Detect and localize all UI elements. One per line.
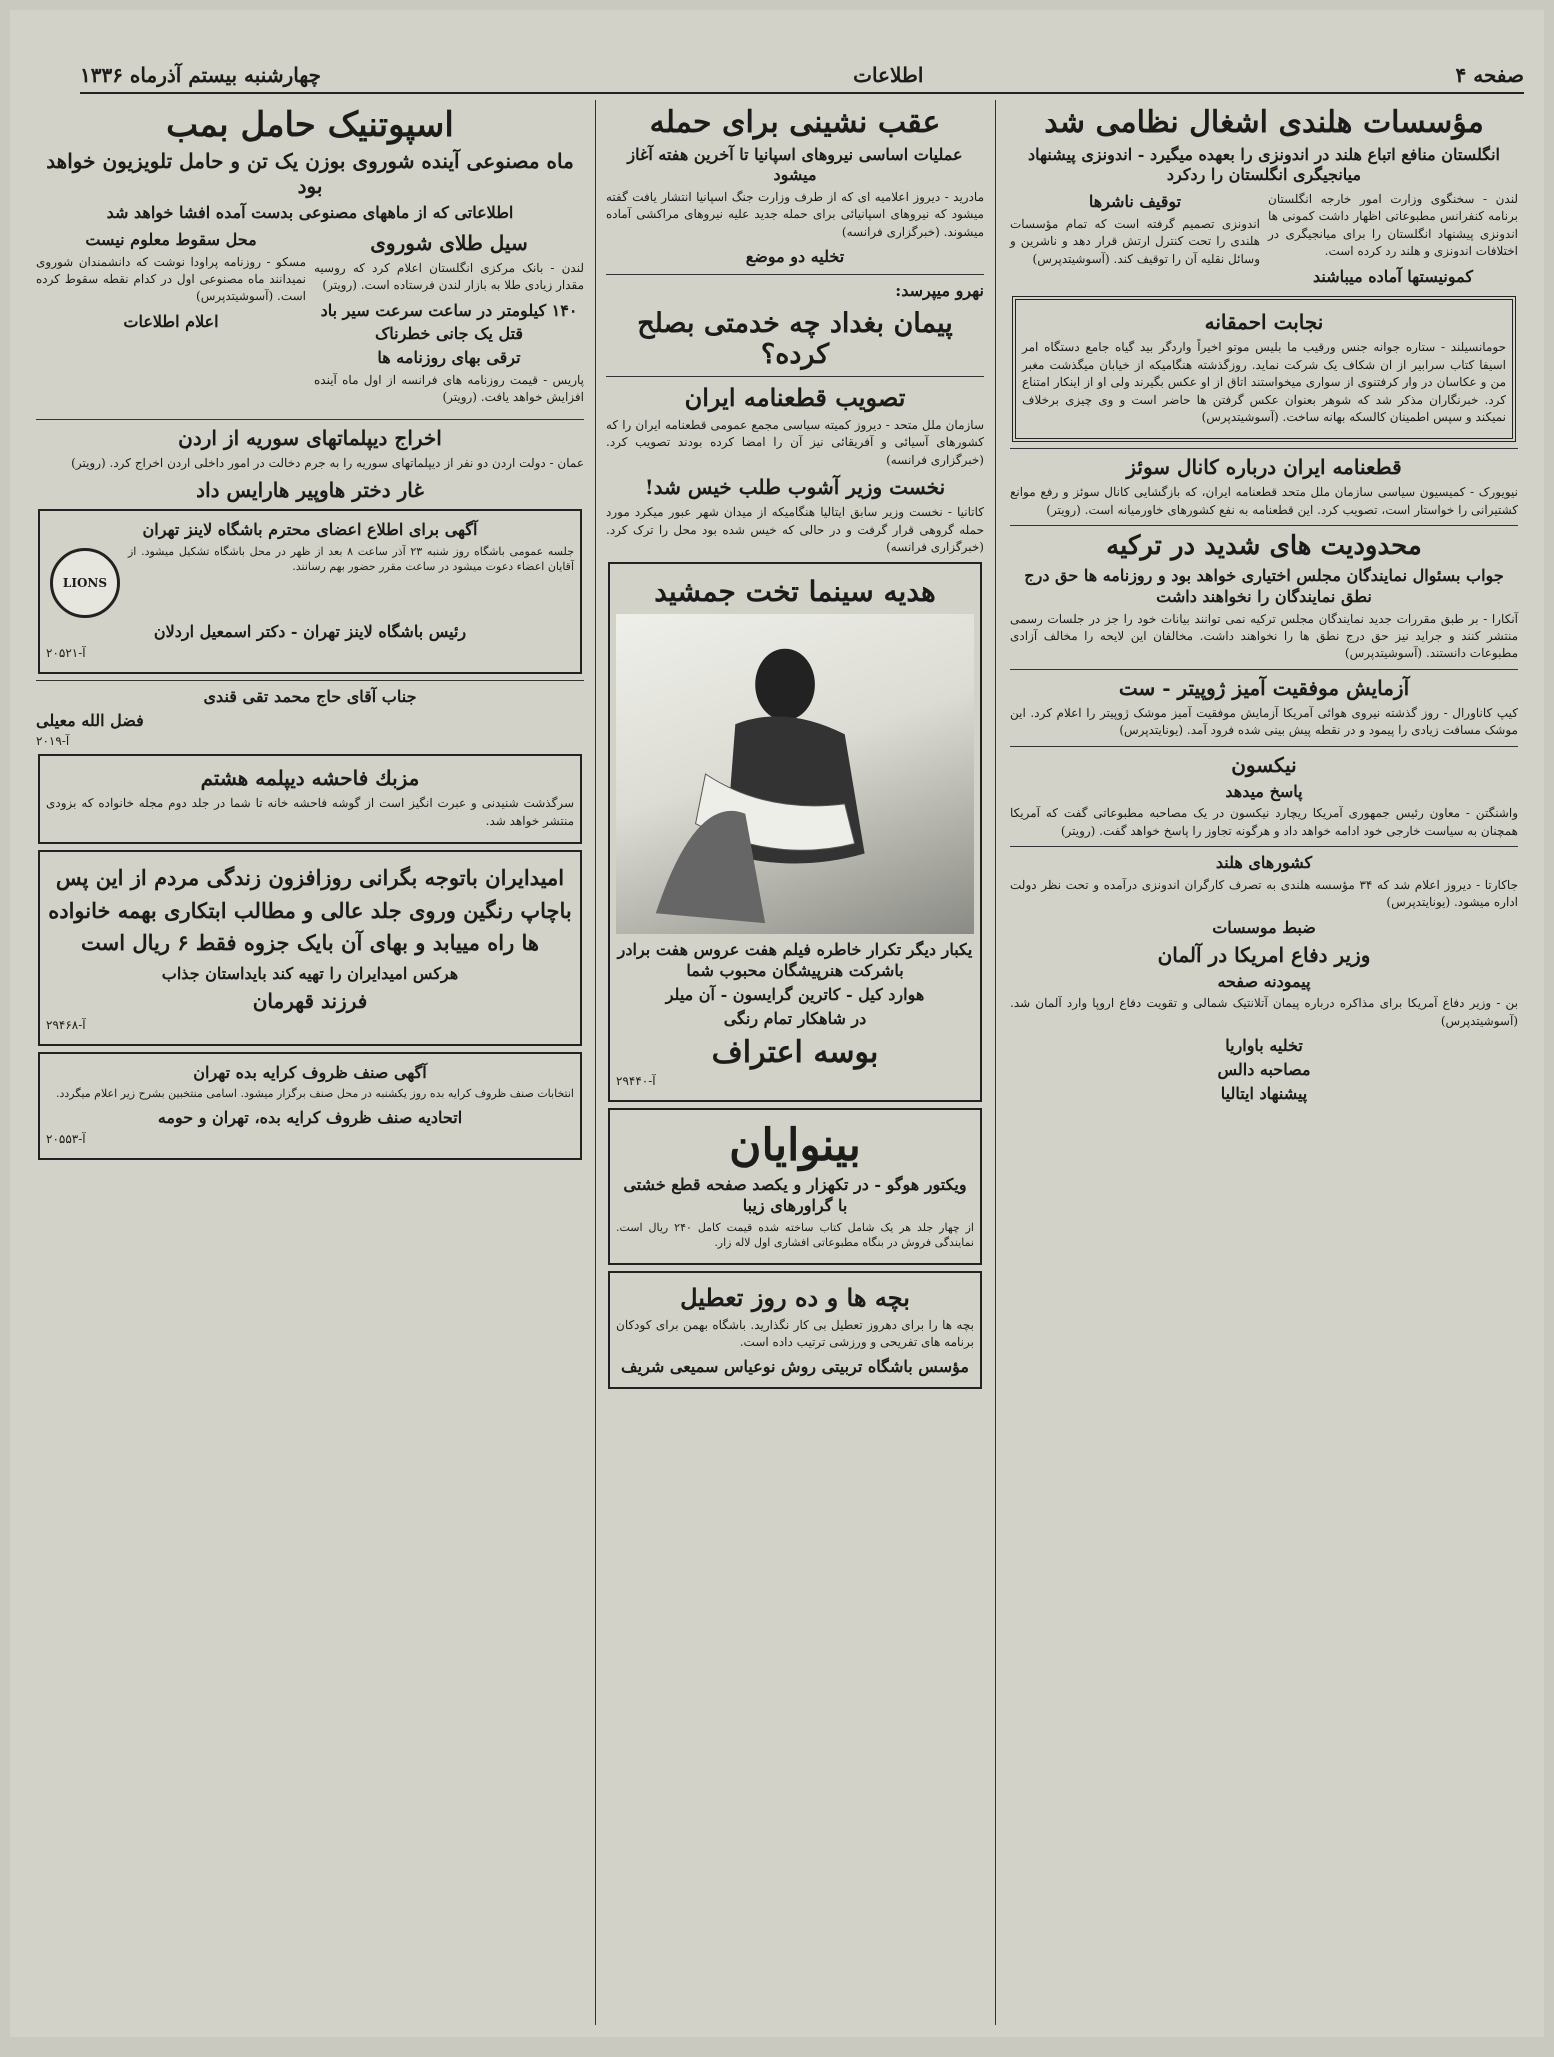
- sub-seizure: ضبط موسسات: [1212, 917, 1316, 937]
- dutch-story: [1010, 189, 1518, 290]
- pm-wet-text: کاتانیا - نخست وزیر سابق ایتالیا هنگامیکه از میدان شهر عبور میکرد مورد حمله گروهی قرار گرفت و در حالی که خیس شده بود محل را ترک کرد. (خبرگزاری فرانسه): [606, 505, 984, 554]
- box-text: حومانسیلند - ستاره جوانه جنس ورقیب ما بلیس موتو اخیراً واردگر بید گیاه جامع دستگاه امر اسیفا کتاب سرابیر از ان شکاف یک شرکت نماید. روزگذشته هنگامیکه از خیابان میگذشت مغبر من و عکاسان در وار کرفتنوی از سواری میخواستند اتاق از او عکس بگیرند ولی او از اینکار امتناع کرد. خبرنگاران مذکر شد که شوهر بعنوان عکس گرفتن ها حاضر است و وی چیزی برخلاف نمیکند و سپس اطمینان کالسکه بهانه ساخت. (آسوشیتدپرس): [1022, 340, 1506, 425]
- omid-iran-promo-c: فرزند قهرمان: [252, 988, 368, 1013]
- sputnik-columns: [36, 227, 584, 413]
- ad-dish-rental-guild: [38, 1052, 582, 1160]
- subheadline-spain: عملیات اساسی نیروهای اسپانیا تا آخرین هفته آغاز میشود: [627, 144, 963, 185]
- guild-title: آگهی صنف ظروف کرایه بده تهران: [193, 1062, 427, 1082]
- spain-sub: تخلیه دو موضع: [745, 247, 845, 267]
- thanks-code: آ-۲۰۱۹: [36, 734, 70, 749]
- iran-resolution-text: سازمان ملل متحد - دیروز کمیته سیاسی مجمع عمومی قطعنامه ایران را که کشورهای آسیائی و آفریقائی نیز آن را امضا کرده بودند تصویب کرد. (خبرگزاری فرانسه): [606, 417, 984, 467]
- omid-iran-code: آ-۲۹۴۶۸: [46, 1017, 86, 1032]
- headline-turkey-restrictions: محدودیت های شدید در ترکیه: [1106, 531, 1422, 562]
- nixon-sub: پاسخ میدهد: [1225, 781, 1303, 801]
- lions-ad-title: آگهی برای اطلاع اعضای محترم باشگاه لاینز تهران: [142, 520, 478, 540]
- sub-dutch-countries: کشورهای هلند: [1215, 853, 1313, 873]
- les-miserables-text: از چهار جلد هر یک شامل کتاب ساخته شده قیمت کامل ۲۴۰ ریال است. نمایندگی فروش در بنگاه مطبوعاتی افشاری اول لاله زار.: [616, 1220, 974, 1250]
- kicker-nehru: نهرو میپرسد:: [895, 281, 984, 301]
- divider: [36, 680, 584, 681]
- headline-sputnik-bomb: اسپوتنیک حامل بمب: [166, 105, 454, 145]
- headline-newspaper-prices: ترقی بهای روزنامه ها: [377, 348, 521, 368]
- newspaper-page: [10, 10, 1544, 2037]
- ad-takht-jamshid: [608, 562, 982, 1102]
- guild-text: انتخابات صنف ظروف کرایه بده روز یکشنبه در محل صنف برگزار میشود. اسامی منتخبین بشرح زیر اعلام میگردد.: [56, 1087, 574, 1101]
- children-club-footer: مؤسس باشگاه تربیتی روش نوعیاس سمیعی شریف: [621, 1357, 969, 1377]
- family-magazine-text: سرگذشت شنیدنی و عبرت انگیز است از گوشه فاحشه خانه تا شما در جلد دوم مجله خانواده که بزودی منتشر خواهد شد.: [46, 796, 574, 828]
- lions-ad-code: آ-۲۰۵۲۱: [46, 645, 86, 660]
- headline-baghdad-pact: پیمان بغداد چه خدمتی بصلح کرده؟: [637, 307, 953, 370]
- ad-family-magazine: [38, 754, 582, 844]
- jupiter-text: کیپ کاناورال - روز گذشته نیروی هوائی آمریکا آزمایش موفقیت آمیز موشک ژوپیتر را اعلام کرد. این موشک مسافت زیادی را پیمود و در نقطه پیش بینی شده فرود آمد. (یونایتدپرس): [1010, 705, 1518, 738]
- omid-iran-promo-b: هرکس امیدایران را تهیه کند بایداستان جذاب: [161, 963, 459, 983]
- dutch-story-text: لندن - سخنگوی وزارت امور خارجه انگلستان برنامه کنفرانس مطبوعاتی اظهار داشت کمونی ها اندونزی پیشنهاد انگلستان را برای میانجیگری در اختلافات اندونزی و هلند رد کرده است.: [1268, 192, 1518, 259]
- subheadline-turkey: جواب بسئوال نمایندگان مجلس اختیاری خواهد بود و روزنامه ها حق درج نطق نمایندگان را نخواهند داشت: [1024, 566, 1504, 606]
- sub-dulles: مصاحبه دالس: [1217, 1059, 1311, 1079]
- lions-ad-signature: رئیس باشگاه لاینز تهران - دکتر اسمعیل اردلان: [153, 622, 467, 642]
- film-still-illustration: [616, 614, 974, 934]
- lions-ad-text: جلسه عمومی باشگاه روز شنبه ۲۳ آذر ساعت ۸ بعد از ظهر در محل باشگاه تشکیل میشود. از آقایان اعضاء دعوت میشود در ساعت مقرر حضور بهم رسانند.: [128, 545, 574, 574]
- headline-jupiter-test: آزمایش موفقیت آمیز ژوپیتر - ست: [1118, 675, 1410, 700]
- defense-sub: پیمودنه صفحه: [1217, 971, 1311, 991]
- divider: [606, 274, 984, 275]
- subheadline-sputnik-2: اطلاعاتی که از ماههای مصنوعی بدست آمده افشا خواهد شد: [106, 203, 514, 223]
- divider: [1010, 525, 1518, 526]
- sub-italy: پیشنهاد ایتالیا: [1220, 1083, 1308, 1103]
- family-magazine-title: مزبك فاحشه دیپلمه هشتم: [200, 766, 420, 791]
- ad-film-tagline: یکبار دیگر تکرار خاطره فیلم هفت عروس هفت برادر باشرکت هنرپیشگان محبوب شما: [617, 940, 973, 981]
- divider: [1010, 669, 1518, 670]
- divider: [1010, 448, 1518, 449]
- headline-pm-wet: نخست وزیر آشوب طلب خیس شد!: [644, 475, 946, 500]
- column-middle: [600, 100, 990, 2025]
- column-right: [1004, 100, 1524, 2025]
- guild-signature: اتحادیه صنف ظروف کرایه بده، تهران و حومه: [157, 1107, 463, 1127]
- masthead: [80, 58, 1524, 94]
- dutch-story-text-2: اندونزی تصمیم گرفته است که تمام مؤسسات هلندی را تحت کنترل ارتش قرار دهد و ناشرین و وسائل نقلیه آن را توقیف کند. (آسوشیتدپرس): [1010, 216, 1260, 266]
- paper-name: اطلاعات: [853, 63, 924, 87]
- column-left: [30, 100, 590, 2025]
- omid-iran-promo: امیدایران باتوجه بگرانی روزافزون زندگی مردم از این پس باچاپ رنگین وروی جلد عالی و مطالب ابتکاری بهمه خانواده ها راه مییابد و بهای آن بایک جزوه فقط ۶ ریال است: [48, 865, 572, 956]
- headline-syrian-diplomats: اخراج دیپلماتهای سوریه از اردن: [178, 425, 442, 450]
- nixon-text: واشنگتن - معاون رئیس جمهوری آمریکا ریچارد نیکسون در یک مصاحبه مطبوعاتی گفت که آمریکا همچنان به سیاست خارجی خود ادامه خواهد داد و هرگونه تجاوز را پاسخ خواهد گفت. (رویتر): [1010, 806, 1518, 838]
- defense-text: بن - وزیر دفاع آمریکا برای مذاکره درباره پیمان آتلانتیک شمالی و تقویت دفاع اروپا وارد آلمان شد. (آسوشیتدپرس): [1010, 996, 1518, 1028]
- dutch-sub-publishers: توقیف ناشرها: [1088, 192, 1182, 212]
- column-rule: [995, 100, 996, 2025]
- ad-film-title: بوسه اعتراف: [711, 1034, 879, 1070]
- page-label: صفحه ۴: [1455, 63, 1524, 87]
- ad-lions-club: [38, 509, 582, 674]
- column-rule: [595, 100, 596, 2025]
- headline-crash-site: محل سقوط معلوم نیست: [85, 229, 257, 249]
- turkey-text: آنکارا - بر طبق مقررات جدید نمایندگان مجلس ترکیه نمی توانند بیانات خود را جز در جلسات رسمی منتشر کنند و جراید نیز حق درج نطق ها را نخواهند داشت. مخالفان این لایحه را مخالف آزادی مطبوعات دانستند. (آسوشیتدپرس): [1010, 611, 1518, 661]
- ad-film-code: آ-۲۹۴۴۰: [616, 1074, 656, 1089]
- ad-cinema-title: هدیه سینما تخت جمشید: [654, 575, 936, 609]
- headline-nixon: نیکسون: [1231, 752, 1297, 777]
- headline-wind: ۱۴۰ کیلومتر در ساعت سرعت سیر باد: [320, 300, 578, 320]
- children-club-text: بچه ها را برای دهروز تعطیل بی کار نگذارید. باشگاه بهمن برای کودکان برنامه های تفریحی و ورزشی ترتیب داده است.: [616, 1317, 974, 1349]
- headline-dutch-seized: مؤسسات هلندی اشغال نظامی شد: [1044, 105, 1484, 140]
- les-miserables-sub: ویکتور هوگو - در تکهزار و یکصد صفحه قطع خشتی با گراورهای زیبا: [623, 1175, 967, 1215]
- guild-code: آ-۲۰۵۵۳: [46, 1131, 86, 1146]
- thanks-title: جناب آقای حاج محمد تقی قندی: [203, 686, 417, 706]
- headline-cave: غار دختر هاوپیر هارایس داد: [196, 478, 424, 503]
- ad-les-miserables: [608, 1108, 982, 1264]
- ad-film-color: در شاهکار تمام رنگی: [723, 1008, 867, 1028]
- soviet-gold-text: لندن - بانک مرکزی انگلستان اعلام کرد که روسیه مقدار زیادی طلا به بازار لندن فرستاده است. (رویتر): [314, 260, 584, 293]
- ad-children-club: [608, 1271, 982, 1390]
- sub-bavaria: تخلیه باواریا: [1225, 1036, 1303, 1056]
- crash-site-text: مسکو - روزنامه پراودا نوشت که دانشمندان شوروی نمیدانند ماه مصنوعی اول در کدام نقطه سقوط کرده است. (آسوشیتدپرس): [36, 254, 306, 304]
- thanks-signature: فضل الله معیلی: [36, 710, 144, 730]
- les-miserables-brand: بینوایان: [729, 1120, 861, 1172]
- headline-criminal-killed: قتل یک جانی خطرناک: [374, 324, 524, 344]
- headline-suez-resolution: قطعنامه ایران درباره کانال سوئز: [1126, 455, 1402, 480]
- film-still-image: [616, 614, 974, 934]
- ad-film-cast: هوارد کیل - کاترین گرایسون - آن میلر: [665, 985, 925, 1005]
- box-title: نجابت احمقانه: [1204, 310, 1324, 335]
- suez-text: نیویورک - کمیسیون سیاسی سازمان ملل متحد قطعنامه ایران، که بازگشایی کانال سوئز و رفع موانع کشتیرانی را خواستار است، تصویب کرد. این قطعنامه به نفع کشورهای خاورمیانه است. (رویتر): [1010, 485, 1518, 517]
- syrian-diplomats-text: عمان - دولت اردن دو نفر از دیپلماتهای سوریه را به جرم دخالت در امور داخلی اردن اخراج کرد. (رویتر): [71, 455, 584, 470]
- spain-text: مادرید - دیروز اعلامیه ای که از طرف وزارت جنگ اسپانیا انتشار یافت گفته میشود که نیروهای اسپانیائی برای حمله جدید علیه نیروهای مراکشی آماده میشوند. (خبرگزاری فرانسه): [606, 190, 984, 239]
- box-foolish-nobility: [1012, 296, 1516, 442]
- headline-retreat: عقب نشینی برای حمله: [649, 105, 941, 140]
- divider: [606, 376, 984, 377]
- date-line: چهارشنبه بیستم آذرماه ۱۳۳۶: [80, 63, 321, 87]
- lions-emblem-icon: LIONS: [50, 548, 120, 618]
- newspaper-prices-text: پاریس - قیمت روزنامه های فرانسه از اول ماه آینده افزایش خواهد یافت. (رویتر): [314, 373, 584, 405]
- headline-defense-secretary: وزیر دفاع امریکا در آلمان: [1157, 942, 1371, 967]
- children-club-title: بچه ها و ده روز تعطیل: [680, 1282, 910, 1312]
- headline-iran-resolution: تصویب قطعنامه ایران: [684, 382, 906, 412]
- headline-soviet-gold: سیل طلای شوروی: [370, 230, 528, 255]
- subheadline-sputnik: ماه مصنوعی آینده شوروی بوزن یک تن و حامل تلویزیون خواهد بود: [46, 149, 574, 199]
- sub-info-release: اعلام اطلاعات: [123, 311, 219, 331]
- divider: [36, 419, 584, 420]
- dutch-countries-text: جاکارتا - دیروز اعلام شد که ۳۴ مؤسسه هلندی به تصرف کارگران اندونزی درآمده و تحت نظر دولت اداره میشود. (یونایتدپرس): [1010, 878, 1518, 910]
- divider: [1010, 846, 1518, 847]
- ad-omid-iran: [38, 850, 582, 1045]
- divider: [1010, 746, 1518, 747]
- dutch-sub-communists: کمونیستها آماده میباشند: [1312, 266, 1474, 286]
- subheadline-dutch: انگلستان منافع اتباع هلند در اندونزی را بعهده میگیرد - اندونزی پیشنهاد میانجیگری انگلستان را ردکرد: [1028, 144, 1500, 185]
